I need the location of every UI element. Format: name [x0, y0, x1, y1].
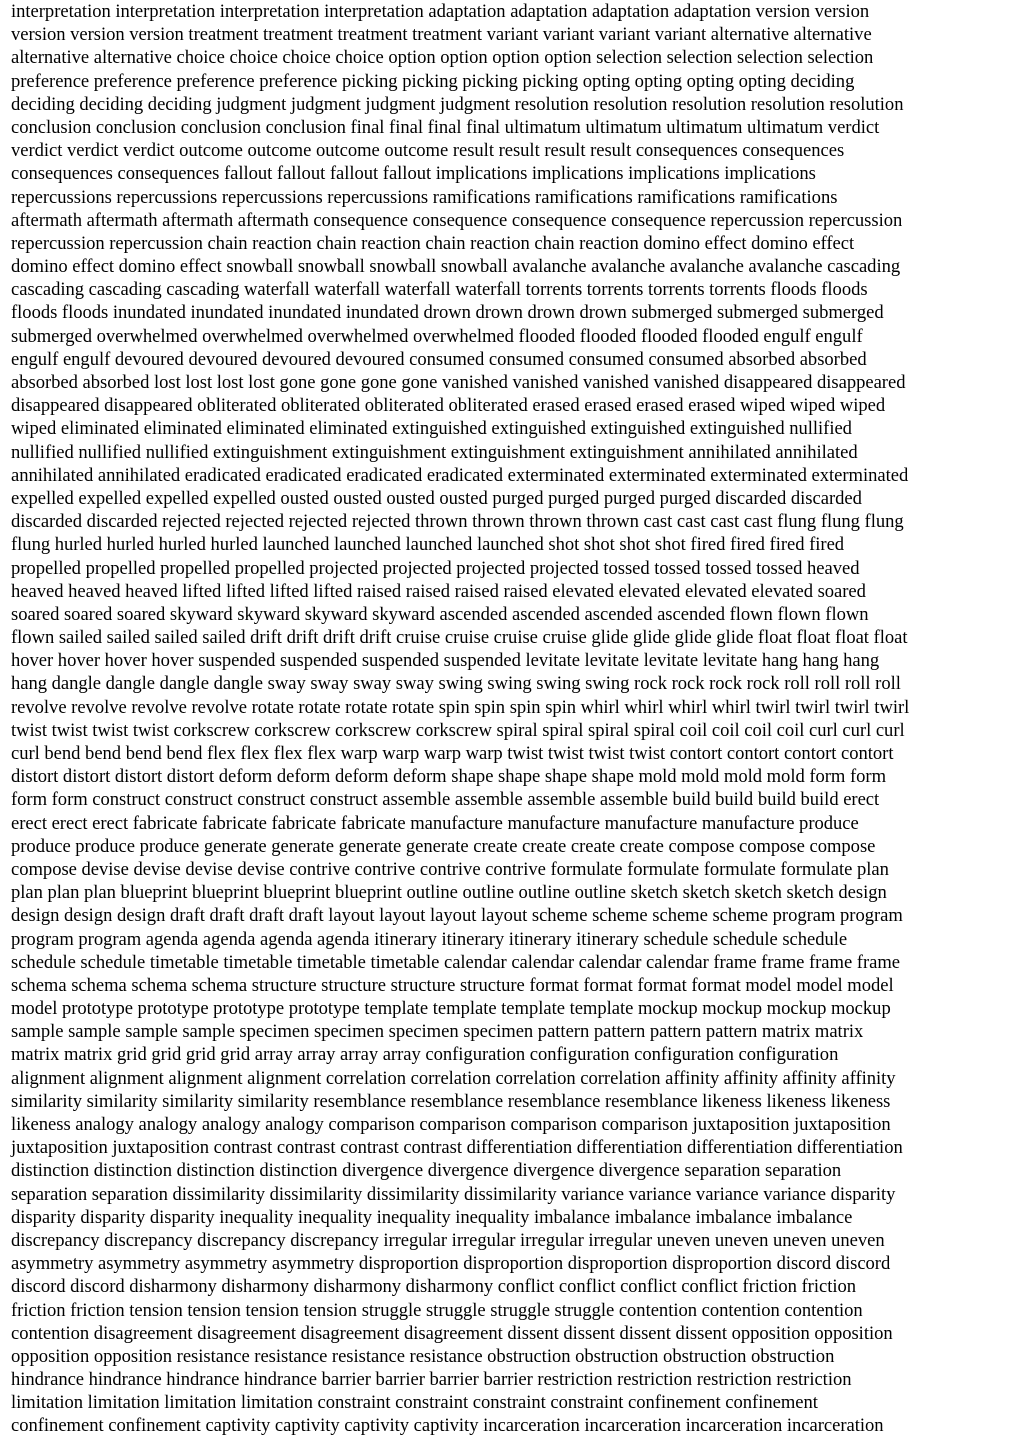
text-line: juxtaposition juxtaposition contrast contrast contrast contrast differentiation differentiation differentiation differentiation [11, 1137, 903, 1159]
document-body [11, 0, 1014, 1438]
text-line: floods floods inundated inundated inundated inundated drown drown drown drown submerged submerged submerged [11, 302, 884, 324]
text-line: annihilated annihilated eradicated eradicated eradicated eradicated exterminated exterminated exterminated exterminated [11, 464, 909, 486]
text-line: alternative alternative choice choice choice choice option option option option selection selection selection selection [11, 47, 874, 69]
text-line: contention disagreement disagreement disagreement disagreement dissent dissent dissent dissent opposition opposition [11, 1322, 893, 1344]
text-line: interpretation interpretation interpretation interpretation adaptation adaptation adaptation adaptation version version [11, 1, 870, 22]
text-line: hindrance hindrance hindrance hindrance barrier barrier barrier barrier restriction restriction restriction restriction [11, 1369, 852, 1391]
text-line: repercussion repercussion chain reaction chain reaction chain reaction chain reaction domino effect domino effect [11, 232, 855, 254]
text-line: heaved heaved heaved lifted lifted lifted lifted raised raised raised raised elevated elevated elevated elevated soared [11, 580, 866, 602]
text-line: likeness analogy analogy analogy analogy comparison comparison comparison comparison juxtaposition juxtaposition [11, 1114, 891, 1135]
text-line: schema schema schema schema structure structure structure structure format format format format model model model [11, 974, 894, 996]
text-line: plan plan plan blueprint blueprint blueprint blueprint outline outline outline outline sketch sketch sketch sketch design [11, 882, 887, 904]
text-line: hang dangle dangle dangle dangle sway sway sway sway swing swing swing swing rock rock rock rock roll roll roll roll [11, 673, 901, 695]
text-line: asymmetry asymmetry asymmetry asymmetry disproportion disproportion disproportion disproportion discord discord [11, 1253, 891, 1275]
text-line: model prototype prototype prototype prototype template template template template mockup mockup mockup mockup [11, 998, 891, 1020]
text-line: soared soared soared skyward skyward skyward skyward ascended ascended ascended ascended flown flown flown [11, 603, 869, 625]
text-line: compose devise devise devise devise contrive contrive contrive contrive formulate formulate formulate formulate plan [11, 858, 889, 880]
text-line: preference preference preference preference picking picking picking picking opting opting opting opting deciding [11, 70, 855, 92]
text-line: cascading cascading cascading waterfall waterfall waterfall waterfall torrents torrents torrents torrents floods floods [11, 279, 868, 301]
text-line: wiped eliminated eliminated eliminated eliminated extinguished extinguished extinguished extinguished nullified [11, 418, 852, 440]
text-line: disparity disparity disparity inequality inequality inequality inequality imbalance imbalance imbalance imbalance [11, 1206, 853, 1228]
text-line: twist twist twist twist corkscrew corkscrew corkscrew corkscrew spiral spiral spiral spiral coil coil coil coil curl curl curl [11, 719, 905, 741]
text-line: schedule schedule timetable timetable timetable timetable calendar calendar calendar calendar frame frame frame frame [11, 951, 901, 973]
text-line: program program agenda agenda agenda agenda itinerary itinerary itinerary itinerary schedule schedule schedule [11, 928, 848, 950]
text-line: similarity similarity similarity similarity resemblance resemblance resemblance resemblance likeness likeness likeness [11, 1090, 891, 1112]
text-line: engulf engulf devoured devoured devoured devoured consumed consumed consumed consumed absorbed absorbed [11, 348, 867, 370]
text-line: propelled propelled propelled propelled projected projected projected projected tossed tossed tossed tossed heaved [11, 557, 860, 579]
text-line: deciding deciding deciding judgment judgment judgment judgment resolution resolution resolution resolution resolution [11, 93, 904, 115]
text-line: discrepancy discrepancy discrepancy discrepancy irregular irregular irregular irregular uneven uneven uneven uneven [11, 1229, 885, 1251]
text-line: expelled expelled expelled expelled ousted ousted ousted ousted purged purged purged purged discarded discarded [11, 487, 862, 509]
text-line: aftermath aftermath aftermath aftermath consequence consequence consequence consequence repercussion repercussion [11, 209, 903, 231]
text-line: flung hurled hurled hurled hurled launched launched launched launched shot shot shot shot fired fired fired fired [11, 534, 845, 556]
text-line: absorbed absorbed lost lost lost lost gone gone gone gone vanished vanished vanished vanished disappeared disappeared [11, 372, 906, 393]
text-line: disappeared disappeared obliterated obliterated obliterated obliterated erased erased erased erased wiped wiped wiped [11, 395, 886, 417]
text-line: confinement confinement captivity captivity captivity captivity incarceration incarceration incarceration incarceration [11, 1415, 884, 1437]
text-line: opposition opposition resistance resistance resistance resistance obstruction obstruction obstruction obstruction [11, 1345, 835, 1367]
text-line: distinction distinction distinction distinction divergence divergence divergence divergence separation separation [11, 1160, 842, 1182]
text-line: consequences consequences fallout fallout fallout fallout implications implications implications implications [11, 163, 816, 185]
text-line: discord discord disharmony disharmony disharmony disharmony conflict conflict conflict conflict friction friction [11, 1276, 857, 1298]
text-line: flown sailed sailed sailed sailed drift drift drift drift cruise cruise cruise cruise glide glide glide glide float float float float [11, 627, 908, 649]
text-line: repercussions repercussions repercussions repercussions ramifications ramifications ramifications ramifications [11, 186, 838, 208]
text-line: alignment alignment alignment alignment correlation correlation correlation correlation affinity affinity affinity affinity [11, 1067, 896, 1089]
text-line: separation separation dissimilarity dissimilarity dissimilarity dissimilarity variance variance variance variance disparity [11, 1183, 896, 1205]
text-line: limitation limitation limitation limitation constraint constraint constraint constraint confinement confinement [11, 1392, 818, 1414]
text-line: design design design draft draft draft draft layout layout layout layout scheme scheme scheme scheme program program [11, 905, 903, 927]
text-line: matrix matrix grid grid grid grid array array array array configuration configuration configuration configuration [11, 1044, 839, 1066]
text-line: form form construct construct construct construct assemble assemble assemble assemble build build build build erect [11, 789, 880, 811]
text-line: erect erect erect fabricate fabricate fabricate fabricate manufacture manufacture manufacture manufacture produce [11, 812, 859, 834]
text-line: produce produce produce generate generate generate generate create create create create compose compose compose [11, 835, 876, 857]
text-line: revolve revolve revolve revolve rotate rotate rotate rotate spin spin spin spin whirl whirl whirl whirl twirl twirl twirl twirl [11, 696, 910, 718]
text-line: submerged overwhelmed overwhelmed overwhelmed overwhelmed flooded flooded flooded flooded engulf engulf [11, 325, 863, 347]
text-line: domino effect domino effect snowball snowball snowball snowball avalanche avalanche avalanche avalanche cascading [11, 256, 901, 278]
text-line: version version version treatment treatment treatment treatment variant variant variant variant alternative alternative [11, 24, 872, 46]
text-line: distort distort distort distort deform deform deform deform shape shape shape shape mold mold mold mold form form [11, 766, 887, 788]
text-line: hover hover hover hover suspended suspended suspended suspended levitate levitate levitate levitate hang hang hang [11, 650, 880, 672]
text-line: nullified nullified nullified extinguishment extinguishment extinguishment extinguishment annihilated annihilated [11, 441, 858, 463]
text-line: conclusion conclusion conclusion conclusion final final final final ultimatum ultimatum ultimatum ultimatum verdict [11, 116, 880, 138]
text-line: sample sample sample sample specimen specimen specimen specimen pattern pattern pattern pattern matrix matrix [11, 1021, 864, 1043]
text-line: curl bend bend bend bend flex flex flex flex warp warp warp warp twist twist twist twist contort contort contort contort [11, 743, 894, 764]
text-line: discarded discarded rejected rejected rejected rejected thrown thrown thrown thrown cast cast cast cast flung flung flung [11, 511, 904, 533]
text-line: verdict verdict verdict outcome outcome outcome outcome result result result result consequences consequences [11, 140, 845, 162]
text-line: friction friction tension tension tension tension struggle struggle struggle struggle contention contention contention [11, 1299, 863, 1321]
